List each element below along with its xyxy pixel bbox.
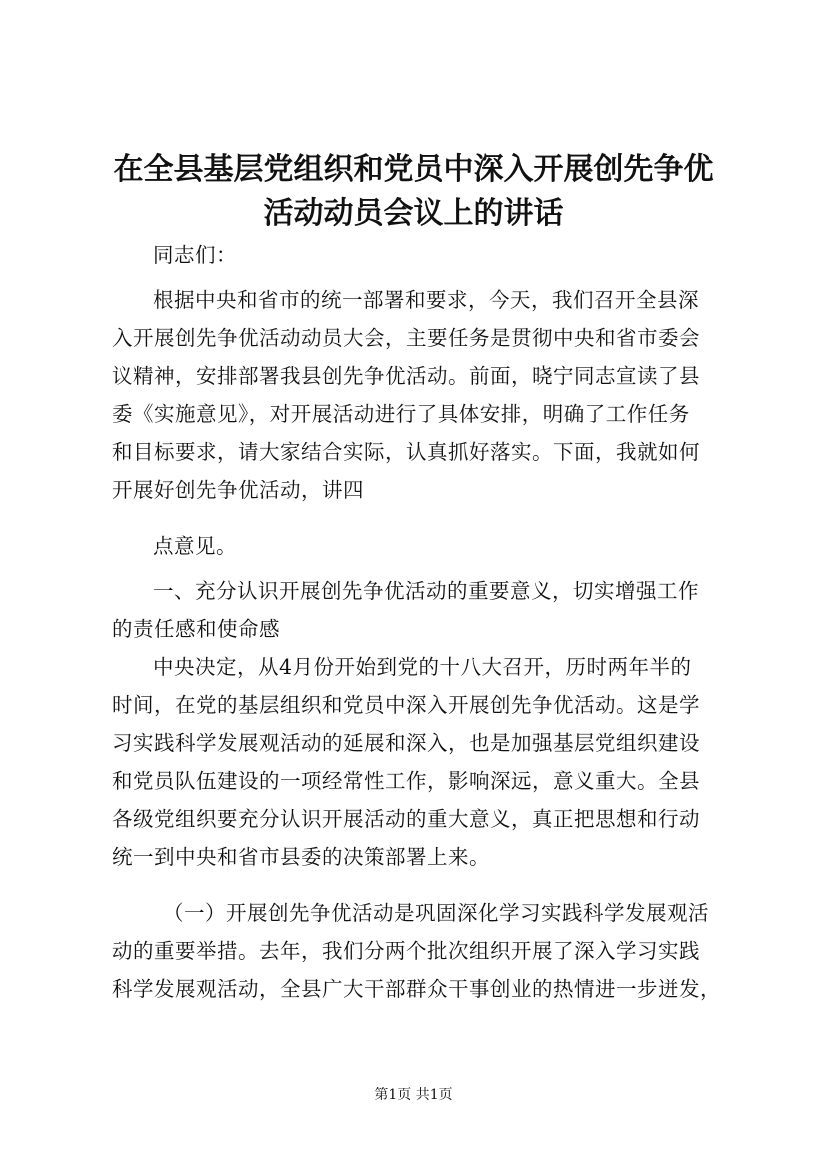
- paragraph-line: 动的重要举措。去年，我们分两个批次组织开展了深入学习实践: [112, 939, 700, 963]
- paragraph-line: 根据中央和省市的统一部署和要求，今天，我们召开全县深: [153, 288, 699, 312]
- paragraph-line: 统一到中央和省市县委的决策部署上来。: [112, 845, 490, 869]
- section-heading-line: 的责任感和使命感: [112, 617, 280, 641]
- paragraph-line: 和目标要求，请大家结合实际，认真抓好落实。下面，我就如何: [112, 440, 700, 464]
- paragraph-line: 习实践科学发展观活动的延展和深入，也是加强基层党组织建设: [112, 731, 700, 755]
- paragraph-line: 时间，在党的基层组织和党员中深入开展创先争优活动。这是学: [112, 693, 700, 717]
- page-footer: 第1页 共1页: [374, 1087, 453, 1103]
- paragraph-line: 和党员队伍建设的一项经常性工作，影响深远，意义重大。全县: [112, 769, 700, 793]
- paragraph-line: 中央决定，从4月份开始到党的十八大召开，历时两年半的: [153, 655, 692, 679]
- paragraph-line: 科学发展观活动，全县广大干部群众干事创业的热情进一步迸发，: [112, 977, 721, 1001]
- document-title-line-2: 活动动员会议上的讲话: [263, 196, 564, 231]
- paragraph-line: 开展好创先争优活动，讲四: [112, 478, 364, 502]
- paragraph-line: 入开展创先争优活动动员大会，主要任务是贯彻中央和省市委会: [112, 326, 700, 350]
- paragraph-line: 委《实施意见》，对开展活动进行了具体安排，明确了工作任务: [112, 402, 690, 426]
- paragraph-line: 议精神，安排部署我县创先争优活动。前面，晓宁同志宣读了县: [112, 364, 700, 388]
- document-title-line-1: 在全县基层党组织和党员中深入开展创先争优: [113, 152, 714, 187]
- paragraph-line: 各级党组织要充分认识开展活动的重大意义，真正把思想和行动: [112, 807, 700, 831]
- paragraph-line: （一）开展创先争优活动是巩固深化学习实践科学发展观活: [163, 901, 709, 925]
- paragraph-line: 点意见。: [153, 534, 237, 558]
- salutation: 同志们：: [153, 243, 237, 267]
- section-heading-line: 一、充分认识开展创先争优活动的重要意义，切实增强工作: [153, 579, 699, 603]
